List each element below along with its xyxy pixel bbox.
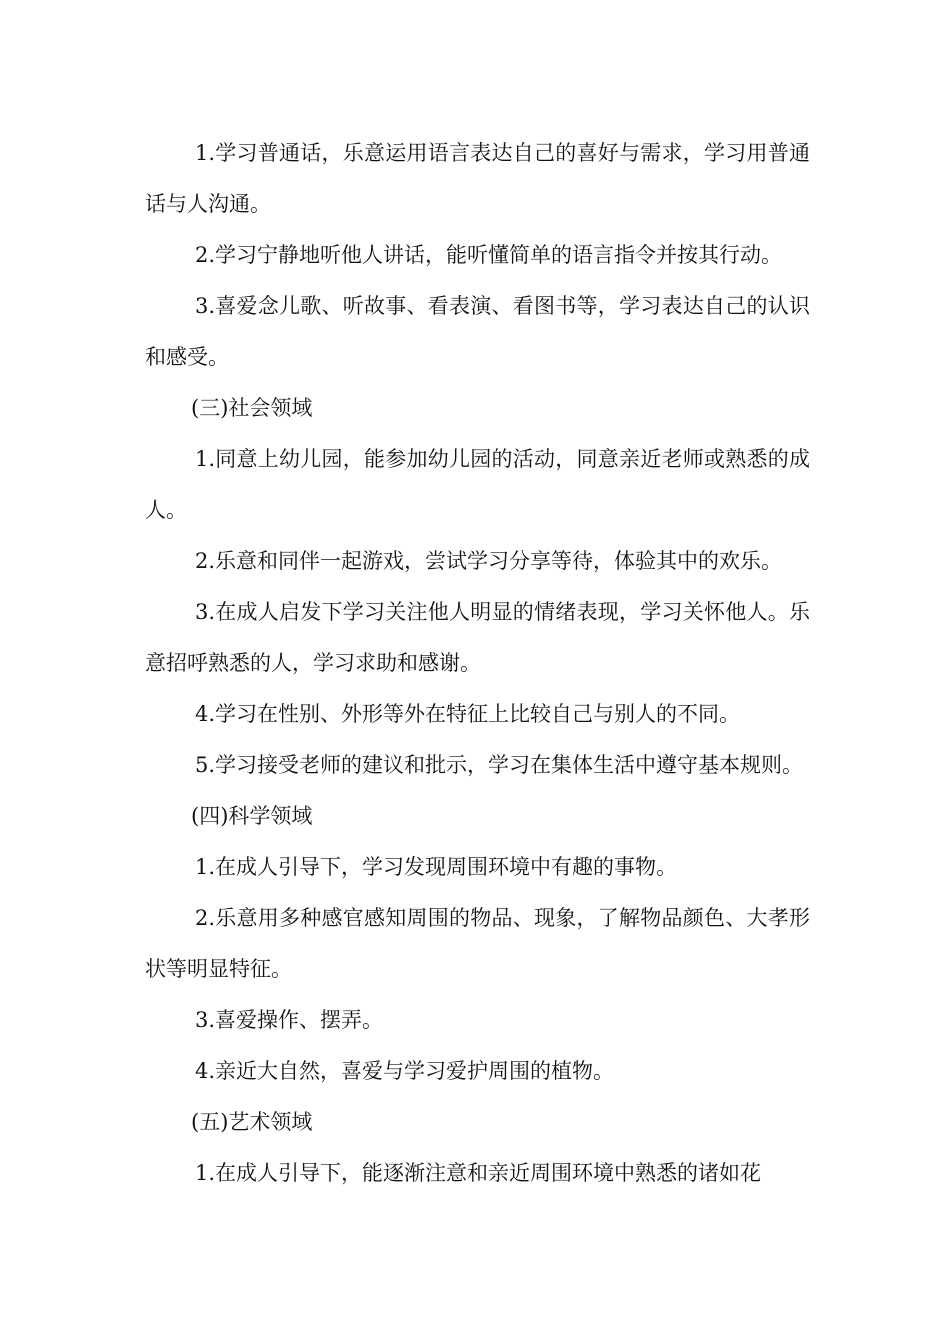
paragraph-social-5: 5.学习接受老师的建议和批示，学习在集体生活中遵守基本规则。 [195, 753, 804, 777]
paragraph-language-3: 3.喜爱念儿歌、听故事、看表演、看图书等，学习表达自己的认识和感受。 [145, 294, 810, 369]
paragraph-science-4: 4.亲近大自然，喜爱与学习爱护周围的植物。 [195, 1059, 615, 1083]
paragraph-social-3: 3.在成人启发下学习关注他人明显的情绪表现，学习关怀他人。乐意招呼熟悉的人，学习求助和感谢。 [145, 600, 810, 675]
paragraph-social-2: 2.乐意和同伴一起游戏，尝试学习分享等待，体验其中的欢乐。 [195, 549, 783, 573]
paragraph-science-3: 3.喜爱操作、摆弄。 [195, 1008, 384, 1032]
paragraph-science-2: 2.乐意用多种感官感知周围的物品、现象，了解物品颜色、大孝形状等明显特征。 [145, 906, 810, 981]
paragraph-art-1: 1.在成人引导下，能逐渐注意和亲近周围环境中熟悉的诸如花 [195, 1161, 762, 1185]
section-heading-art: (五)艺术领域 [191, 1110, 313, 1134]
paragraph-language-2: 2.学习宁静地听他人讲话，能听懂简单的语言指令并按其行动。 [195, 243, 783, 267]
paragraph-science-1: 1.在成人引导下，学习发现周围环境中有趣的事物。 [195, 855, 678, 879]
paragraph-social-1: 1.同意上幼儿园，能参加幼儿园的活动，同意亲近老师或熟悉的成人。 [145, 447, 810, 522]
section-heading-science: (四)科学领域 [191, 804, 313, 828]
paragraph-social-4: 4.学习在性别、外形等外在特征上比较自己与别人的不同。 [195, 702, 741, 726]
paragraph-language-1: 1.学习普通话，乐意运用语言表达自己的喜好与需求，学习用普通话与人沟通。 [145, 141, 810, 216]
section-heading-social: (三)社会领域 [191, 396, 313, 420]
document-body [145, 128, 810, 1199]
